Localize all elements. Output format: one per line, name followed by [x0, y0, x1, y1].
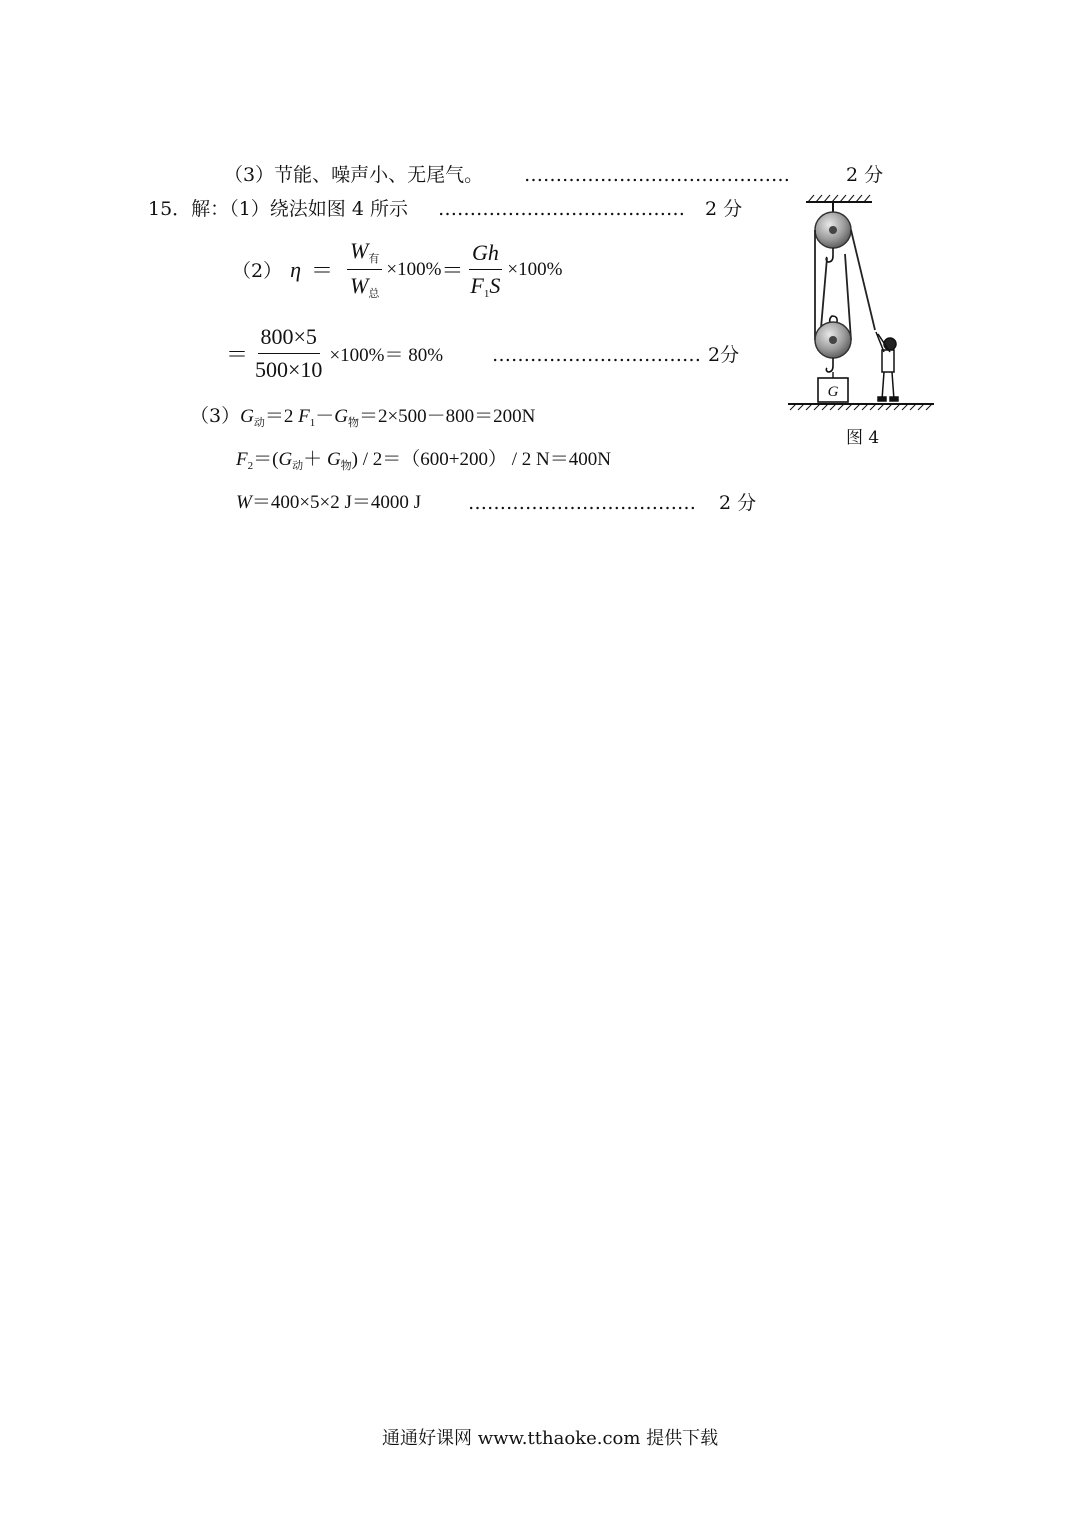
g-wu: G: [334, 406, 348, 427]
eq-paren: ＝(: [253, 449, 279, 470]
answer-14-3: [224, 163, 483, 187]
fraction-w: [347, 238, 382, 301]
fraction-values: [252, 324, 325, 383]
part2-label: （2）: [232, 260, 283, 282]
plus: ＋: [303, 449, 327, 470]
pulley-figure: [780, 192, 940, 452]
question-15-part1: [148, 197, 408, 221]
g-dong-sub: 动: [253, 417, 265, 429]
f2-sub: 2: [247, 460, 254, 472]
part3-label: （3）: [190, 405, 241, 427]
leader-dots: ………………………………: [468, 492, 696, 514]
f-symbol: F: [470, 272, 484, 298]
part2-dots: [492, 343, 706, 367]
part1-score: [705, 197, 742, 221]
numerator-values: 800×5: [258, 324, 320, 354]
f-sub: 1: [483, 287, 490, 300]
eq-2: ＝2: [264, 406, 299, 427]
score: 2分: [708, 344, 740, 366]
score: 2 分: [705, 198, 743, 220]
answer-14-3-dots: [524, 163, 846, 187]
f1: F: [298, 406, 310, 427]
leader-dots: ……………………………: [492, 344, 701, 366]
s-symbol: S: [489, 272, 501, 298]
score: 2 分: [846, 164, 884, 186]
part3-line1: [190, 404, 535, 435]
page-footer: 通通好课网 www.tthaoke.com 提供下载: [382, 1428, 719, 1449]
eta-symbol: η: [290, 256, 302, 282]
answer-14-3-score: [846, 163, 883, 187]
part1-dots: [438, 197, 696, 221]
times-100-b: ×100%: [507, 258, 563, 280]
g-wu-2-sub: 物: [340, 460, 352, 472]
f2: F: [236, 449, 248, 470]
part2-score: [708, 343, 739, 367]
leader-dots: ……………………………………: [524, 164, 790, 186]
part3-line2-result: ) / 2＝（600+200） / 2 N＝400N: [351, 449, 611, 470]
times-100: ×100%: [386, 258, 442, 280]
times-100-result: ×100%＝ 80%: [329, 345, 444, 366]
figure-caption: 图 4: [846, 428, 880, 448]
w-sub-zong: 总: [368, 288, 380, 300]
weight-label: G: [827, 384, 839, 400]
g-dong-2: G: [278, 449, 293, 470]
equals-2: ＝: [441, 258, 464, 283]
g-wu-sub: 物: [347, 417, 359, 429]
part3-line3: [236, 491, 421, 515]
g-dong: G: [240, 406, 254, 427]
w-symbol: W: [236, 492, 252, 513]
part3-score: [719, 491, 756, 515]
part3-dots: [468, 491, 708, 515]
part1-text: （1）绕法如图 4 所示: [229, 198, 408, 220]
leader-dots: …………………………………: [438, 198, 685, 220]
part2-formula: [232, 238, 562, 301]
answer-text: （3）节能、噪声小、无尾气。: [224, 164, 484, 186]
f1-sub: 1: [309, 417, 316, 429]
gh-numerator: Gh: [471, 239, 499, 265]
part2-result: [226, 324, 443, 383]
equals: ＝: [311, 258, 334, 283]
denominator-values: 500×10: [255, 357, 323, 382]
w-denominator: W: [350, 273, 369, 298]
g-wu-2: G: [326, 449, 341, 470]
w-numerator: W: [350, 238, 369, 263]
g-dong-2-sub: 动: [292, 460, 304, 472]
minus: －: [315, 406, 335, 427]
w-sub-you: 有: [368, 253, 380, 265]
person-figure: [876, 332, 898, 401]
question-number: 15．解：: [148, 198, 230, 220]
part3-line1-result: ＝2×500－800＝200N: [358, 406, 536, 427]
equals-3: ＝: [226, 342, 249, 367]
part3-line3-result: ＝400×5×2 J＝4000 J: [251, 492, 422, 513]
fraction-gh: [467, 240, 503, 300]
part3-line2: [236, 448, 611, 478]
score: 2 分: [719, 492, 757, 514]
